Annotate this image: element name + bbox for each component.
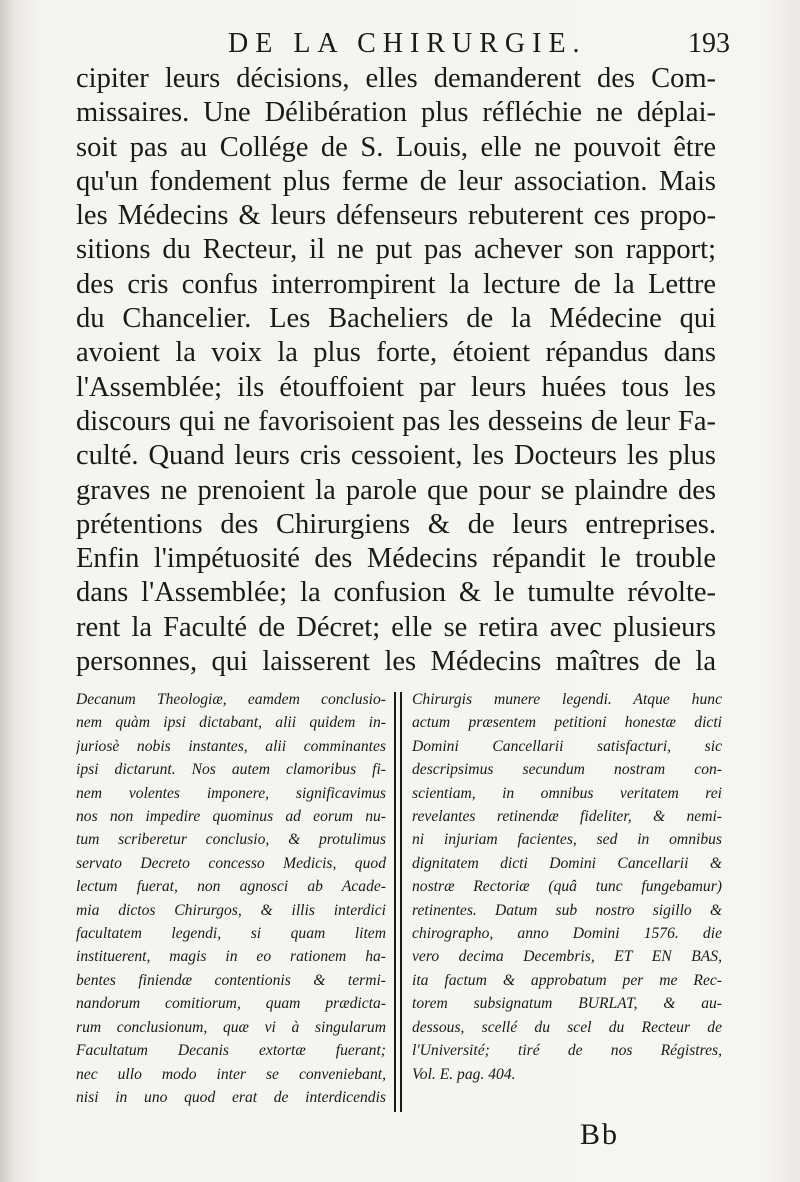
- footnote-line: descripsimus secundum nostram con-: [412, 761, 722, 779]
- footnote-line: Chirurgis munere legendi. Atque hunc: [412, 691, 722, 708]
- footnote-line: nem volentes imponere, significavimus: [76, 784, 386, 802]
- footnote-line: facultatem legendi, si quam litem: [76, 925, 386, 943]
- main-text-line: avoient la voix la plus forte, étoient répandus dans: [76, 337, 716, 369]
- footnote-line: nos non impedire quominus ad eorum nu-: [76, 808, 386, 826]
- footnote-line: nandorum comitiorum, quam prædicta-: [76, 995, 386, 1013]
- main-text-line: les Médecins & leurs défenseurs rebuterent ces propo-: [76, 200, 716, 232]
- footnote-line: chirographo, anno Domini 1576. die: [412, 925, 722, 943]
- main-text-line: discours qui ne favorisoient pas les desseins de leur Fa-: [76, 405, 716, 437]
- footnote-line: revelantes retinendæ fideliter, & nemi-: [412, 808, 722, 826]
- main-text-line: l'Assemblée; ils étouffoient par leurs huées tous les: [76, 371, 716, 403]
- footnote-columns: [76, 688, 722, 1118]
- footnote-line: ipsi dictarunt. Nos autem clamoribus fi-: [76, 761, 386, 779]
- footnote-line: Vol. E. pag. 404.: [412, 1065, 516, 1083]
- footnote-line: nec ullo modo inter se conveniebant,: [76, 1065, 386, 1083]
- footnote-line: vero decima Decembris, ET EN BAS,: [412, 948, 722, 966]
- column-divider-rule: [394, 692, 396, 1112]
- main-text-line: sitions du Recteur, il ne put pas achever son rapport;: [76, 234, 716, 266]
- main-text-line: qu'un fondement plus ferme de leur association. Mais: [76, 165, 716, 197]
- footnote-line: juriosè nobis instantes, alii comminantes: [76, 737, 386, 755]
- footnote-line: lectum fuerat, non agnosci ab Acade-: [76, 878, 386, 896]
- main-text-line: dans l'Assemblée; la confusion & le tumulte révolte-: [76, 577, 716, 609]
- footnote-line: dessous, scellé du scel du Recteur de: [412, 1018, 722, 1036]
- running-title: DE LA CHIRURGIE.: [228, 28, 587, 59]
- main-text-line: culté. Quand leurs cris cessoient, les Docteurs les plus: [76, 440, 716, 472]
- page-number: 193: [688, 28, 730, 59]
- footnote-line: instituerent, magis in eo rationem ha-: [76, 948, 386, 966]
- main-text-line: prétentions des Chirurgiens & de leurs entreprises.: [76, 508, 716, 540]
- footnote-line: ni injuriam facientes, sed in omnibus: [412, 831, 722, 849]
- footnote-line: nem quàm ipsi dictabant, alii quidem in-: [76, 714, 386, 732]
- footnote-line: actum præsentem petitioni honestæ dicti: [412, 714, 722, 732]
- footnote-line: l'Université; tiré de nos Régistres,: [412, 1042, 722, 1060]
- footnote-line: ita factum & approbatum per me Rec-: [412, 971, 722, 989]
- footnote-line: dignitatem dicti Domini Cancellarii &: [412, 854, 722, 872]
- main-text-line: des cris confus interrompirent la lecture de la Lettre: [76, 268, 716, 300]
- signature-mark: Bb: [580, 1118, 620, 1151]
- footnote-line: torem subsignatum BURLAT, & au-: [412, 995, 722, 1013]
- footnote-line: Decanum Theologiæ, eamdem conclusio-: [76, 691, 386, 708]
- main-text-line: missaires. Une Délibération plus réfléchie ne déplai-: [76, 97, 716, 129]
- footnote-line: retinentes. Datum sub nostro sigillo &: [412, 901, 722, 919]
- main-text-line: Enfin l'impétuosité des Médecins répandit le trouble: [76, 543, 716, 575]
- footnote-line: tum scriberetur conclusio, & protulimus: [76, 831, 386, 849]
- column-divider-rule: [400, 692, 402, 1112]
- main-text-line: soit pas au Collége de S. Louis, elle ne pouvoit être: [76, 131, 716, 163]
- footnote-line: Domini Cancellarii satisfacturi, sic: [412, 737, 722, 755]
- main-text-block: [76, 62, 716, 679]
- footnote-line: scientiam, in omnibus veritatem rei: [412, 784, 722, 802]
- footnote-line: servato Decreto concesso Medicis, quod: [76, 854, 386, 872]
- footnote-line: rum conclusionum, quæ vi à singularum: [76, 1018, 386, 1036]
- footnote-line: Facultatum Decanis extortæ fuerant;: [76, 1042, 386, 1060]
- main-text-line: cipiter leurs décisions, elles demanderent des Com-: [76, 63, 716, 94]
- footnote-right-column: [412, 688, 722, 1086]
- footnote-line: bentes finiendæ contentionis & termi-: [76, 971, 386, 989]
- footnote-left-column: [76, 688, 386, 1109]
- footnote-line: nisi in uno quod erat de interdicendis: [76, 1088, 386, 1106]
- main-text-line: rent la Faculté de Décret; elle se retira avec plusieurs: [76, 611, 716, 643]
- footnote-line: mia dictos Chirurgos, & illis interdici: [76, 901, 386, 919]
- main-text-line: du Chancelier. Les Bacheliers de la Médecine qui: [76, 303, 716, 335]
- footnote-line: nostræ Rectoriæ (quâ tunc fungebamur): [412, 878, 722, 896]
- main-text-line: personnes, qui laisserent les Médecins maîtres de la: [76, 646, 716, 678]
- main-text-line: graves ne prenoient la parole que pour se plaindre des: [76, 474, 716, 506]
